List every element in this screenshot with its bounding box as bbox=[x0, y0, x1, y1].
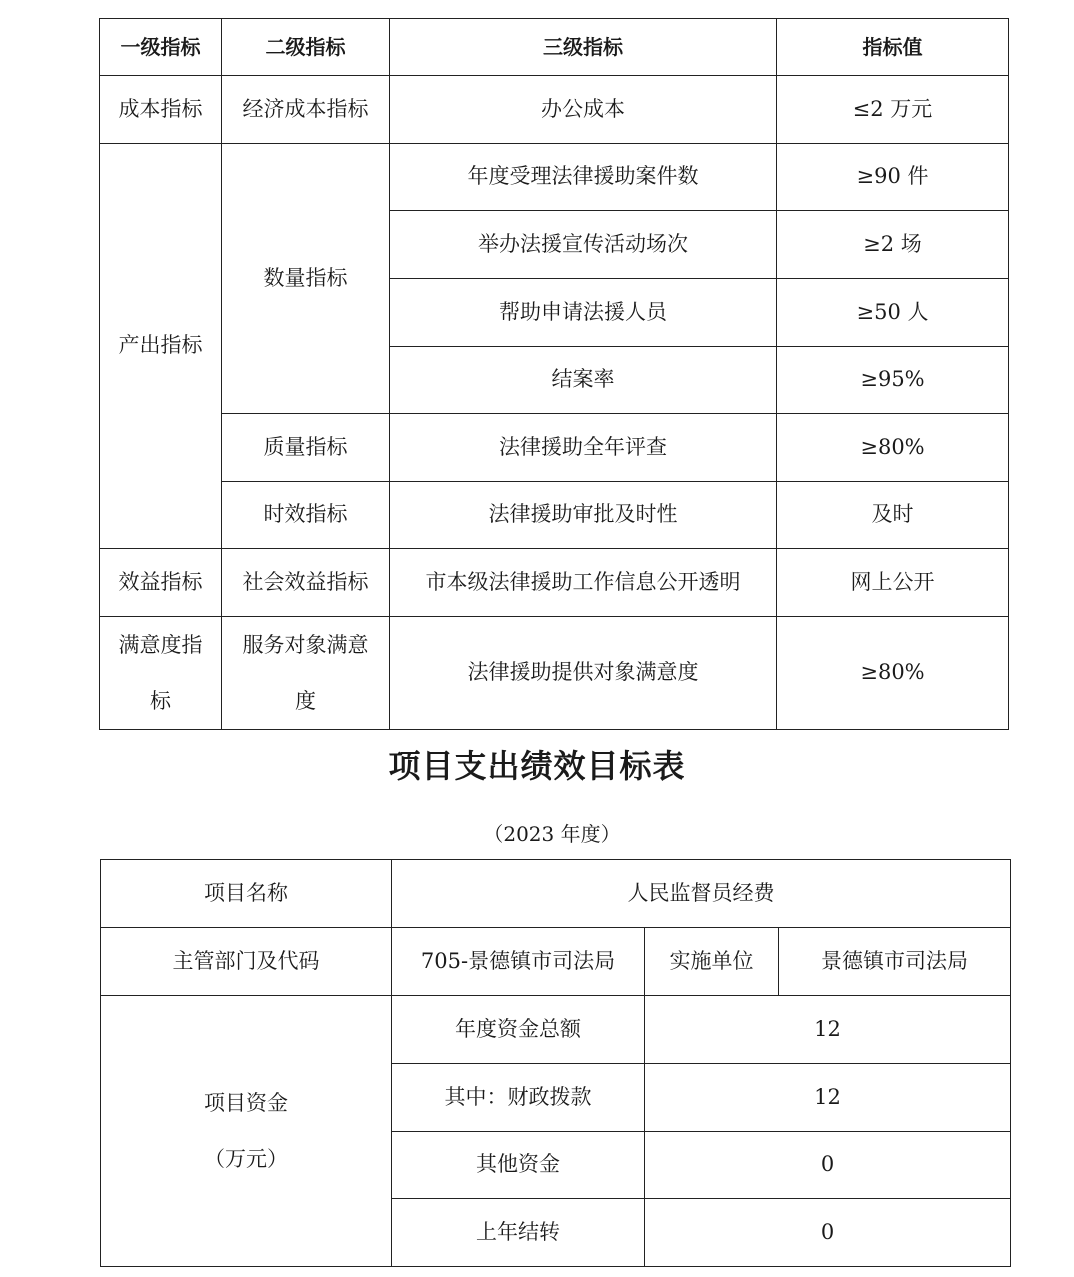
funds-item-value-2: 12 bbox=[645, 1064, 1011, 1132]
benefit-level3: 市本级法律援助工作信息公开透明 bbox=[390, 549, 777, 617]
timeliness-level2: 时效指标 bbox=[222, 482, 390, 549]
table-row bbox=[100, 76, 1009, 144]
output-level1: 产出指标 bbox=[100, 144, 222, 549]
cost-level3: 办公成本 bbox=[390, 76, 777, 144]
table-row bbox=[100, 414, 1009, 482]
section-year: （2023 年度） bbox=[483, 822, 621, 846]
satisfaction-level2-line2: 度 bbox=[295, 689, 316, 713]
impl-unit-label: 实施单位 bbox=[645, 928, 779, 996]
dept-label: 主管部门及代码 bbox=[101, 928, 392, 996]
timeliness-value: 及时 bbox=[777, 482, 1009, 549]
table-header-row bbox=[100, 19, 1009, 76]
quality-level3: 法律援助全年评查 bbox=[390, 414, 777, 482]
table-row bbox=[101, 928, 1011, 996]
project-expenditure-table bbox=[100, 859, 1011, 1267]
quantity-value-4: ≥95% bbox=[777, 347, 1009, 414]
quantity-value-3: ≥50 人 bbox=[777, 279, 1009, 347]
funds-item-label-3: 其他资金 bbox=[392, 1132, 645, 1199]
table-row bbox=[100, 549, 1009, 617]
table-row bbox=[101, 860, 1011, 928]
funds-item-label-1: 年度资金总额 bbox=[392, 996, 645, 1064]
project-funds-label bbox=[101, 996, 392, 1267]
funds-item-label-4: 上年结转 bbox=[392, 1199, 645, 1267]
quantity-level3-3: 帮助申请法援人员 bbox=[390, 279, 777, 347]
quality-value: ≥80% bbox=[777, 414, 1009, 482]
project-funds-label-line1: 项目资金 bbox=[204, 1091, 288, 1115]
header-level2: 二级指标 bbox=[222, 19, 390, 76]
quality-level2: 质量指标 bbox=[222, 414, 390, 482]
table-row bbox=[101, 996, 1011, 1064]
project-name-label: 项目名称 bbox=[101, 860, 392, 928]
benefit-level2: 社会效益指标 bbox=[222, 549, 390, 617]
funds-item-value-4: 0 bbox=[645, 1199, 1011, 1267]
header-level3: 三级指标 bbox=[390, 19, 777, 76]
quantity-level2: 数量指标 bbox=[222, 144, 390, 414]
satisfaction-value: ≥80% bbox=[777, 617, 1009, 730]
satisfaction-level1-line1: 满意度指 bbox=[118, 633, 203, 657]
funds-item-label-2: 其中：财政拨款 bbox=[392, 1064, 645, 1132]
satisfaction-level2-line1: 服务对象满意 bbox=[242, 633, 369, 657]
table-row bbox=[100, 617, 1009, 730]
funds-item-value-1: 12 bbox=[645, 996, 1011, 1064]
funds-item-value-3: 0 bbox=[645, 1132, 1011, 1199]
table-row bbox=[100, 144, 1009, 211]
impl-unit-value: 景德镇市司法局 bbox=[779, 928, 1011, 996]
header-level1: 一级指标 bbox=[100, 19, 222, 76]
dept-value: 705-景德镇市司法局 bbox=[392, 928, 645, 996]
section-title: 项目支出绩效目标表 bbox=[388, 747, 686, 785]
satisfaction-level3: 法律援助提供对象满意度 bbox=[390, 617, 777, 730]
header-value: 指标值 bbox=[777, 19, 1009, 76]
benefit-level1: 效益指标 bbox=[100, 549, 222, 617]
table-row bbox=[100, 482, 1009, 549]
cost-level1: 成本指标 bbox=[100, 76, 222, 144]
quantity-value-2: ≥2 场 bbox=[777, 211, 1009, 279]
quantity-level3-2: 举办法援宣传活动场次 bbox=[390, 211, 777, 279]
satisfaction-level1-line2: 标 bbox=[150, 689, 171, 713]
quantity-level3-1: 年度受理法律援助案件数 bbox=[390, 144, 777, 211]
cost-value: ≤2 万元 bbox=[777, 76, 1009, 144]
quantity-level3-4: 结案率 bbox=[390, 347, 777, 414]
project-name-value: 人民监督员经费 bbox=[392, 860, 1011, 928]
satisfaction-level1 bbox=[100, 617, 222, 730]
performance-indicator-table bbox=[99, 18, 1009, 730]
timeliness-level3: 法律援助审批及时性 bbox=[390, 482, 777, 549]
quantity-value-1: ≥90 件 bbox=[777, 144, 1009, 211]
satisfaction-level2 bbox=[222, 617, 390, 730]
benefit-value: 网上公开 bbox=[777, 549, 1009, 617]
cost-level2: 经济成本指标 bbox=[222, 76, 390, 144]
project-funds-label-line2: （万元） bbox=[204, 1147, 288, 1171]
